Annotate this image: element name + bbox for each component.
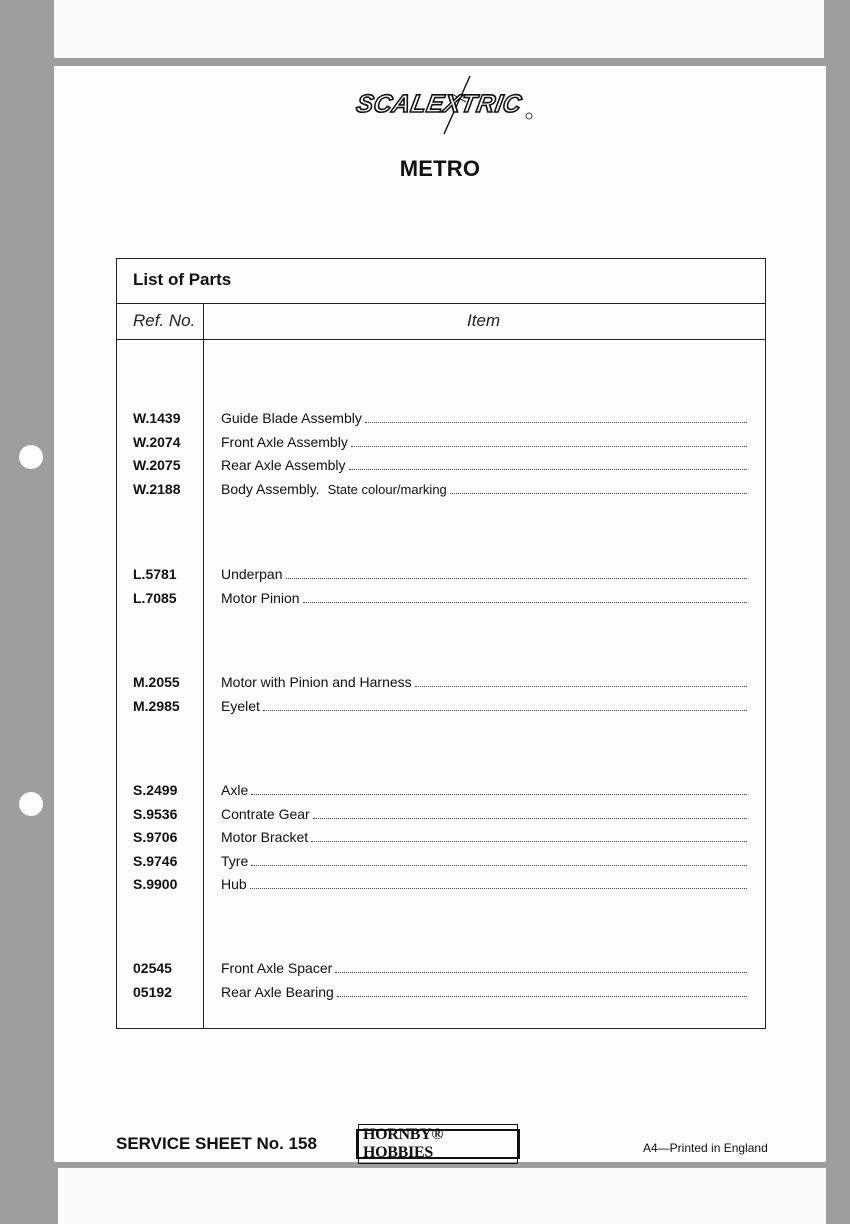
ref-column-header: Ref. No. [133, 311, 196, 330]
table-row [117, 696, 765, 718]
table-row [117, 408, 765, 430]
part-ref-number: S.9900 [133, 876, 178, 892]
part-description [221, 674, 747, 690]
part-ref-number: S.2499 [133, 782, 178, 798]
dot-leader [250, 876, 747, 889]
part-ref-number: L.7085 [133, 589, 177, 606]
table-row [117, 982, 765, 1004]
table-row [117, 958, 765, 980]
table-row [117, 827, 765, 849]
table-row [117, 672, 765, 694]
parts-table-heading [117, 259, 765, 304]
part-ref-number: W.2075 [133, 457, 181, 473]
dot-leader [311, 829, 747, 842]
part-description [221, 410, 747, 426]
column-headers [117, 303, 765, 340]
part-note: State colour/marking [327, 481, 447, 497]
printed-in-note: A4—Printed in England [643, 1141, 768, 1155]
item-column-header: Item [467, 311, 501, 330]
part-description [221, 434, 747, 450]
dot-leader [415, 674, 747, 687]
svg-text:SCALEXTRIC: SCALEXTRIC [354, 90, 524, 118]
part-item-name: Front Axle Assembly [221, 433, 348, 450]
part-ref-number: S.9706 [133, 829, 178, 845]
part-description [221, 806, 747, 822]
next-sheet-edge [58, 1168, 826, 1224]
part-description [221, 876, 747, 892]
part-ref-number: W.1439 [133, 410, 181, 426]
dot-leader [365, 410, 747, 423]
part-ref-number: M.2055 [133, 674, 180, 690]
part-description [221, 984, 747, 1000]
part-item-name: Guide Blade Assembly [221, 410, 362, 426]
dot-leader [303, 590, 747, 603]
service-sheet-number: SERVICE SHEET No. 158 [116, 1134, 317, 1153]
dot-leader [251, 853, 747, 866]
part-description [221, 590, 747, 606]
previous-sheet-edge [54, 0, 824, 58]
part-description [221, 481, 747, 497]
part-ref-number: W.2188 [133, 480, 181, 497]
part-item-name: Hub [221, 876, 247, 892]
parts-list-table [116, 258, 766, 1029]
part-item-name: Tyre [221, 852, 249, 869]
part-item-name: Eyelet [221, 697, 260, 714]
punch-hole [19, 792, 43, 816]
part-description [221, 960, 747, 976]
part-item-name: Contrate Gear [221, 805, 310, 822]
table-row [117, 588, 765, 610]
part-description [221, 853, 747, 869]
part-ref-number: S.9536 [133, 805, 178, 822]
part-item-name: Motor Pinion [221, 589, 300, 606]
part-item-name: Motor Bracket [221, 829, 309, 845]
dot-leader [263, 698, 747, 711]
part-ref-number: 05192 [133, 983, 172, 1000]
part-description [221, 782, 747, 798]
parts-heading-label: List of Parts [133, 270, 232, 289]
dot-leader [349, 457, 748, 470]
part-item-name: Rear Axle Assembly [221, 457, 346, 473]
dot-leader [450, 481, 747, 494]
table-row [117, 455, 765, 477]
service-sheet-page [54, 66, 826, 1162]
part-item-name: Rear Axle Bearing [221, 983, 334, 1000]
part-ref-number: 02545 [133, 960, 172, 976]
part-description [221, 829, 747, 845]
hornby-hobbies-logo [356, 1126, 520, 1161]
part-item-name: Underpan [221, 566, 283, 582]
table-row [117, 479, 765, 501]
part-item-name: Axle [221, 782, 249, 798]
part-ref-number: L.5781 [133, 566, 177, 582]
dot-leader [337, 984, 747, 997]
part-item-name: Front Axle Spacer [221, 960, 333, 976]
table-row [117, 564, 765, 586]
hornby-logo-text: HORNBY® HOBBIES [358, 1124, 518, 1164]
part-ref-number: W.2074 [133, 433, 181, 450]
table-row [117, 874, 765, 896]
punch-hole [19, 445, 43, 469]
part-item-name: Motor with Pinion and Harness [221, 674, 412, 690]
table-row [117, 804, 765, 826]
dot-leader [286, 566, 748, 579]
part-description [221, 457, 747, 473]
part-description [221, 698, 747, 714]
part-description [221, 566, 747, 582]
page-title: METRO [399, 156, 481, 181]
part-item-name: Body Assembly. [221, 480, 320, 497]
dot-leader [251, 782, 747, 795]
table-row [117, 432, 765, 454]
part-ref-number: M.2985 [133, 697, 180, 714]
dot-leader [335, 960, 747, 973]
scalextric-logo [340, 76, 540, 134]
part-ref-number: S.9746 [133, 852, 178, 869]
dot-leader [313, 806, 747, 819]
table-row [117, 780, 765, 802]
table-row [117, 851, 765, 873]
dot-leader [351, 434, 747, 447]
